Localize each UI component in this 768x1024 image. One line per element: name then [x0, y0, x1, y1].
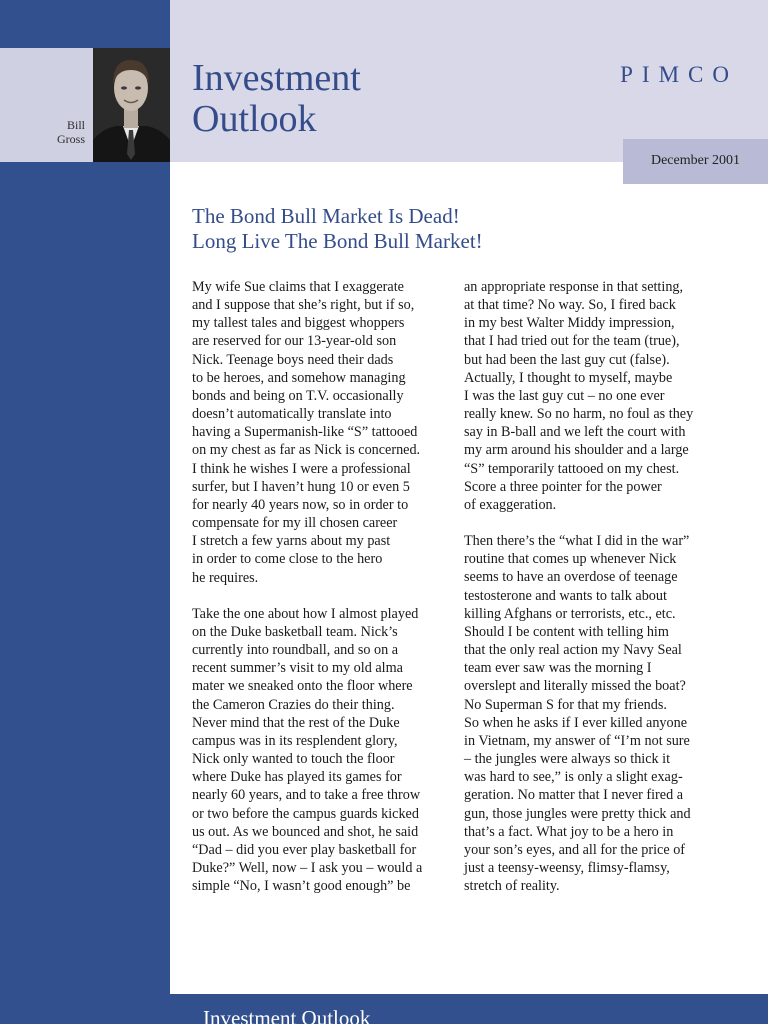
paragraph-line: geration. No matter that I never fired a	[464, 787, 684, 804]
paragraph-line: or two before the campus guards kicked	[192, 805, 419, 822]
paragraph-line: Then there’s the “what I did in the war”	[464, 533, 690, 550]
paragraph-line: currently into roundball, and so on a	[192, 642, 399, 659]
paragraph-line: of exaggeration.	[464, 496, 557, 513]
headline-line2: Long Live The Bond Bull Market!	[192, 229, 483, 253]
paragraph-line: bonds and being on T.V. occasionally	[192, 387, 404, 404]
publication-title	[192, 58, 361, 140]
paragraph-line: simple “No, I wasn’t good enough” be	[192, 878, 411, 895]
paragraph-line: say in B-ball and we left the court with	[464, 424, 686, 441]
paragraph-line: surfer, but I haven’t hung 10 or even 5	[192, 478, 410, 495]
headline-line1: The Bond Bull Market Is Dead!	[192, 204, 460, 228]
paragraph-line: really knew. So no harm, no foul as they	[464, 406, 694, 423]
article-column-left	[192, 278, 454, 913]
paragraph-line: that the only real action my Navy Seal	[464, 642, 682, 659]
paragraph-line: the Cameron Crazies do their thing.	[192, 696, 395, 713]
paragraph-line: just a teensy-weensy, flimsy-flamsy,	[464, 859, 670, 876]
paragraph-line: my arm around his shoulder and a large	[464, 442, 689, 459]
paragraph-line: “Dad – did you ever play basketball for	[192, 841, 417, 858]
paragraph-line: Take the one about how I almost played	[192, 605, 419, 622]
paragraph-line: doesn’t automatically translate into	[192, 406, 392, 423]
paragraph-line: Should I be content with telling him	[464, 623, 669, 640]
author-photo	[93, 48, 170, 162]
paragraph-line: on the Duke basketball team. Nick’s	[192, 623, 398, 640]
paragraph-line: gun, those jungles were pretty thick and	[464, 805, 691, 822]
article-column-right	[464, 278, 726, 913]
footer-bar	[170, 994, 768, 1024]
article-headline	[192, 204, 483, 254]
paragraph-line: at that time? No way. So, I fired back	[464, 297, 676, 314]
article-paragraph	[192, 278, 454, 587]
publication-title-line2: Outlook	[192, 98, 317, 140]
paragraph-line: your son’s eyes, and all for the price of	[464, 841, 686, 858]
paragraph-line: us out. As we bounced and shot, he said	[192, 823, 419, 840]
paragraph-line: for nearly 40 years now, so in order to	[192, 496, 409, 513]
paragraph-line: but had been the last guy cut (false).	[464, 351, 670, 368]
paragraph-line: Actually, I thought to myself, maybe	[464, 369, 673, 386]
paragraph-line: Nick. Teenage boys need their dads	[192, 351, 394, 368]
paragraph-line: on my chest as far as Nick is concerned.	[192, 442, 421, 459]
paragraph-line: having a Supermanish-like “S” tattooed	[192, 424, 418, 441]
paragraph-line: was hard to see,” is only a slight exag-	[464, 769, 683, 786]
paragraph-line: in my best Walter Middy impression,	[464, 315, 675, 332]
paragraph-line: I stretch a few yarns about my past	[192, 533, 391, 550]
paragraph-line: that’s a fact. What joy to be a hero in	[464, 823, 674, 840]
paragraph-line: Score a three pointer for the power	[464, 478, 662, 495]
paragraph-line: No Superman S for that my friends.	[464, 696, 667, 713]
paragraph-line: compensate for my ill chosen career	[192, 515, 398, 532]
footer-title: Investment Outlook	[203, 1006, 371, 1024]
paragraph-line: mater we sneaked onto the floor where	[192, 678, 413, 695]
paragraph-line: are reserved for our 13-year-old son	[192, 333, 397, 350]
publication-title-line1: Investment	[192, 57, 361, 99]
paragraph-line: to be heroes, and somehow managing	[192, 369, 406, 386]
author-portrait-icon	[93, 48, 170, 162]
paragraph-line: killing Afghans or terrorists, etc., etc.	[464, 605, 676, 622]
paragraph-line: where Duke has played its games for	[192, 769, 402, 786]
paragraph-line: So when he asks if I ever killed anyone	[464, 714, 687, 731]
article-paragraph	[464, 532, 726, 895]
paragraph-line: I was the last guy cut – no one ever	[464, 387, 665, 404]
paragraph-line: recent summer’s visit to my old alma	[192, 660, 403, 677]
paragraph-line: and I suppose that she’s right, but if so,	[192, 297, 415, 314]
paragraph-line: he requires.	[192, 569, 259, 586]
author-name	[20, 118, 85, 146]
paragraph-line: overslept and literally missed the boat?	[464, 678, 686, 695]
paragraph-line: Duke?” Well, now – I ask you – would a	[192, 859, 423, 876]
issue-date: December 2001	[650, 153, 741, 168]
paragraph-line: “S” temporarily tattooed on my chest.	[464, 460, 680, 477]
paragraph-line: testosterone and wants to talk about	[464, 587, 667, 604]
paragraph-line: nearly 60 years, and to take a free throw	[192, 787, 421, 804]
paragraph-line: routine that comes up whenever Nick	[464, 551, 677, 568]
paragraph-line: – the jungles were always so thick it	[464, 751, 671, 768]
paragraph-line: campus was in its resplendent glory,	[192, 732, 398, 749]
author-first-name: Bill	[66, 118, 85, 132]
paragraph-line: Never mind that the rest of the Duke	[192, 714, 400, 731]
paragraph-line: that I had tried out for the team (true),	[464, 333, 680, 350]
paragraph-line: Nick only wanted to touch the floor	[192, 751, 395, 768]
paragraph-line: an appropriate response in that setting,	[464, 279, 684, 295]
paragraph-line: seems to have an overdose of teenage	[464, 569, 678, 586]
paragraph-line: stretch of reality.	[464, 878, 560, 895]
paragraph-line: I think he wishes I were a professional	[192, 460, 411, 477]
article-paragraph	[192, 605, 454, 896]
paragraph-line: in Vietnam, my answer of “I’m not sure	[464, 732, 690, 749]
paragraph-line: my tallest tales and biggest whoppers	[192, 315, 405, 332]
article-paragraph	[464, 278, 726, 514]
paragraph-line: in order to come close to the hero	[192, 551, 383, 568]
brand-logo: PIMCO	[620, 62, 738, 87]
paragraph-line: My wife Sue claims that I exaggerate	[192, 279, 404, 295]
date-badge	[623, 139, 768, 184]
paragraph-line: team ever saw was the morning I	[464, 660, 652, 677]
author-last-name: Gross	[56, 132, 85, 146]
